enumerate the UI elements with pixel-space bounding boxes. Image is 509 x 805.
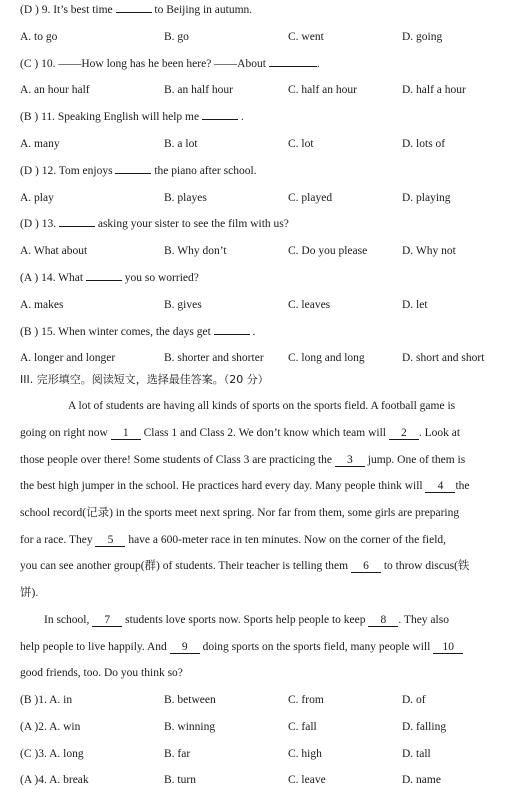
passage-text: have a 600-meter race in ten minutes. Now on the corner of the field,: [125, 533, 447, 546]
cloze-answer-mark: (B )1. A. in: [20, 693, 73, 706]
cloze-option-c: C. leave: [288, 774, 326, 787]
question-stem: [20, 217, 289, 231]
stem-text: When winter comes, the days get: [58, 325, 214, 338]
option-a: A. What about: [20, 245, 88, 258]
stem-text: .: [249, 325, 256, 338]
stem-text: .: [316, 57, 320, 70]
option-a: A. longer and longer: [20, 352, 116, 365]
passage-text: you can see another group(群) of students. Their teacher is telling them: [20, 560, 351, 573]
stem-text: Speaking English will help me: [57, 111, 202, 124]
option-d: D. going: [402, 30, 443, 43]
option-a: A. play: [20, 191, 54, 204]
passage-blank-9: 9: [170, 641, 200, 654]
passage-blank-5: 5: [95, 534, 125, 547]
passage-line: [20, 559, 498, 573]
answer-blank: [59, 226, 95, 227]
stem-text: .: [237, 111, 244, 124]
question-stem: [20, 325, 255, 339]
passage-text: jump. One of them is: [364, 453, 466, 466]
cloze-option-b: B. far: [164, 747, 191, 760]
answer-mark: (B ) 15.: [20, 325, 59, 338]
option-d: D. lots of: [402, 138, 446, 150]
cloze-option-b: B. between: [164, 693, 216, 706]
passage-text: the: [455, 480, 470, 493]
option-d: D. Why not: [402, 245, 456, 258]
option-d: D. let: [402, 298, 428, 311]
cloze-option-b: B. turn: [164, 774, 196, 787]
stem-text: the piano after school.: [151, 164, 257, 177]
cloze-option-c: C. high: [288, 747, 322, 760]
passage-line: [20, 506, 498, 520]
answer-blank: [214, 334, 250, 335]
passage-blank-3: 3: [335, 454, 365, 467]
cloze-answer-mark: (A )4. A. break: [20, 774, 89, 787]
stem-text: to Beijing in autumn.: [151, 4, 253, 16]
option-b: B. go: [164, 30, 189, 43]
passage-blank-2: 2: [389, 427, 419, 440]
option-b: B. Why don’t: [164, 245, 227, 258]
passage-text: good friends, too. Do you think so?: [20, 667, 183, 680]
option-a: A. to go: [20, 30, 58, 43]
cloze-option-b: B. winning: [164, 720, 216, 733]
passage-text: those people over there! Some students of Class 3 are practicing the: [20, 453, 335, 466]
option-c: C. leaves: [288, 298, 331, 311]
passage-text: . Look at: [418, 426, 461, 439]
option-c: C. Do you please: [288, 245, 368, 258]
answer-mark: (A ) 14.: [20, 272, 59, 284]
stem-text: It’s best time: [53, 4, 116, 16]
passage-blank-1: 1: [111, 427, 141, 440]
passage-text: students love sports now. Sports help people to keep: [122, 613, 369, 626]
passage-line: [20, 533, 498, 547]
option-d: D. half a hour: [402, 84, 466, 97]
answer-blank: [269, 66, 317, 67]
answer-blank: [202, 119, 238, 120]
cloze-option-c: C. from: [288, 693, 324, 706]
passage-line: [20, 586, 498, 600]
question-stem: [20, 3, 252, 17]
option-b: B. playes: [164, 191, 207, 204]
stem-text: Tom enjoys: [58, 164, 116, 177]
cloze-option-c: C. fall: [288, 720, 317, 733]
option-c: C. went: [288, 30, 324, 43]
passage-text: help people to live happily. And: [20, 640, 170, 653]
option-a: A. an hour half: [20, 84, 90, 97]
option-a: A. many: [20, 138, 60, 150]
passage-blank-7: 7: [92, 614, 122, 627]
cloze-option-d: D. name: [402, 774, 441, 787]
question-stem: [20, 110, 244, 124]
passage-text: school record(记录) in the sports meet next spring. Nor far from them, some girls are preparing: [20, 507, 460, 519]
passage-text: A lot of students are having all kinds of sports on the sports field. A football game is: [68, 400, 456, 413]
option-c: C. played: [288, 191, 333, 204]
option-c: C. lot: [288, 138, 314, 150]
passage-line: [20, 479, 498, 493]
passage-text: going on right now: [20, 426, 111, 439]
cloze-option-d: D. tall: [402, 747, 431, 760]
answer-blank: [86, 280, 122, 281]
passage-line: [20, 640, 498, 654]
passage-text: In school,: [44, 613, 93, 626]
passage-text: . They also: [398, 613, 449, 626]
option-c: C. long and long: [288, 352, 365, 365]
passage-line: [20, 453, 498, 467]
stem-text: asking your sister to see the film with us?: [94, 218, 289, 231]
option-c: C. half an hour: [288, 84, 357, 97]
answer-mark: (D ) 12.: [20, 164, 59, 177]
passage-blank-10: 10: [433, 641, 463, 654]
passage-text: to throw discus(铁: [380, 560, 470, 573]
answer-blank: [115, 173, 151, 174]
stem-text: ——How long has he been here? ——About: [58, 57, 269, 70]
passage-blank-8: 8: [368, 614, 398, 627]
question-stem: [20, 164, 257, 178]
answer-blank: [116, 12, 152, 13]
cloze-option-d: D. of: [402, 693, 426, 706]
stem-text: you so worried?: [121, 272, 199, 284]
option-b: B. an half hour: [164, 84, 233, 97]
answer-mark: (B ) 11.: [20, 111, 58, 124]
stem-text: What: [58, 272, 86, 284]
passage-text: the best high jumper in the school. He practices hard every day. Many people think will: [20, 480, 426, 493]
cloze-answer-mark: (A )2. A. win: [20, 720, 81, 733]
option-d: D. playing: [402, 191, 451, 204]
passage-line: [20, 399, 509, 413]
answer-mark: (D ) 13.: [20, 218, 59, 231]
option-d: D. short and short: [402, 352, 485, 365]
section-title: III. 完形填空。阅读短文，选择最佳答案。（20 分）: [20, 373, 269, 387]
question-stem: [20, 271, 199, 285]
option-a: A. makes: [20, 298, 64, 311]
cloze-answer-mark: (C )3. A. long: [20, 747, 84, 760]
passage-blank-6: 6: [351, 560, 381, 573]
passage-text: Class 1 and Class 2. We don’t know which team will: [140, 426, 389, 439]
option-b: B. shorter and shorter: [164, 352, 264, 365]
passage-line: [20, 613, 509, 627]
answer-mark: (D ) 9.: [20, 4, 54, 16]
option-b: B. a lot: [164, 138, 198, 150]
passage-text: for a race. They: [20, 533, 96, 546]
option-b: B. gives: [164, 298, 202, 311]
passage-text: 饼).: [20, 587, 39, 600]
question-stem: [20, 57, 320, 71]
answer-mark: (C ) 10.: [20, 57, 59, 70]
passage-line: [20, 426, 498, 440]
passage-line: [20, 666, 498, 680]
passage-blank-4: 4: [425, 480, 455, 493]
cloze-option-d: D. falling: [402, 720, 447, 733]
passage-text: doing sports on the sports field, many people will: [199, 640, 434, 653]
